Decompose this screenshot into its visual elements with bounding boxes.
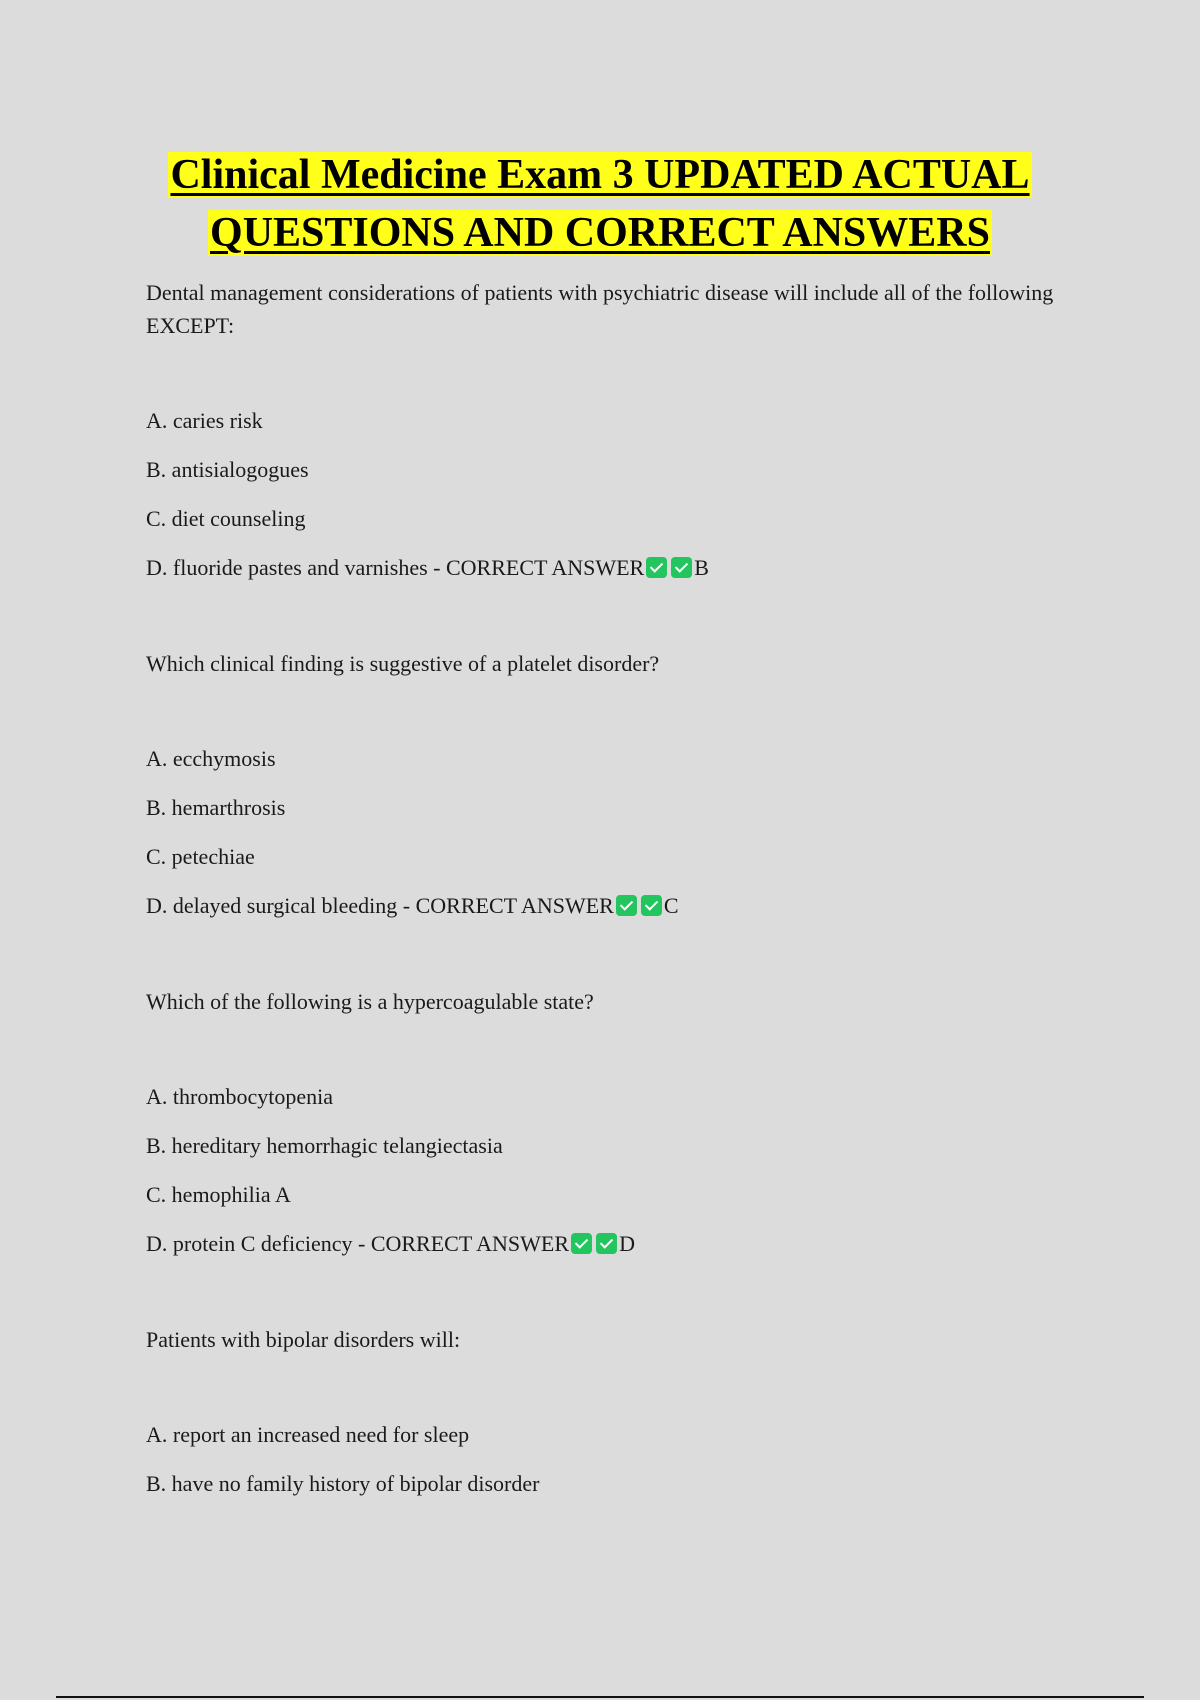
answer-option: B. have no family history of bipolar disorder: [146, 1471, 540, 1496]
answer-option-text: D. protein C deficiency - CORRECT ANSWER: [146, 1231, 570, 1256]
check-mark-icon: [671, 557, 692, 578]
answer-option-text: D. delayed surgical bleeding - CORRECT ANSWER: [146, 893, 614, 918]
check-mark-icon: [646, 557, 667, 578]
answer-option: A. thrombocytopenia: [146, 1084, 333, 1109]
answer-option: C. petechiae: [146, 844, 255, 869]
answer-option: B. hemarthrosis: [146, 795, 286, 820]
title-line-1: Clinical Medicine Exam 3 UPDATED ACTUAL: [170, 152, 1030, 198]
answer-option: C. hemophilia A: [146, 1182, 291, 1207]
question-block: [146, 1323, 1076, 1499]
answer-option: B. antisialogogues: [146, 457, 309, 482]
questions-list: [146, 276, 1076, 1518]
answer-option: A. caries risk: [146, 408, 263, 433]
correct-answer-letter: C: [663, 893, 679, 918]
answer-option: B. hereditary hemorrhagic telangiectasia: [146, 1133, 503, 1158]
answer-option: A. report an increased need for sleep: [146, 1422, 470, 1447]
check-mark-icon: [571, 1233, 592, 1254]
page-bottom-rule: [56, 1696, 1144, 1698]
answer-option: A. ecchymosis: [146, 746, 276, 771]
answer-option: C. diet counseling: [146, 506, 306, 531]
correct-answer-letter: B: [694, 555, 709, 580]
check-mark-icon: [596, 1233, 617, 1254]
question-text: Which of the following is a hypercoagulable state?: [146, 989, 594, 1014]
answer-option-with-key: [146, 1229, 1076, 1259]
answer-option-text: D. fluoride pastes and varnishes - CORRECT ANSWER: [146, 555, 645, 580]
correct-answer-letter: D: [619, 1231, 635, 1256]
question-block: [146, 985, 1076, 1259]
question-block: [146, 276, 1076, 583]
answer-option-with-key: [146, 891, 1076, 921]
question-block: [146, 647, 1076, 921]
answer-option-with-key: [146, 553, 1076, 583]
question-text: Which clinical finding is suggestive of a platelet disorder?: [146, 651, 660, 676]
check-mark-icon: [616, 895, 637, 916]
question-text: Patients with bipolar disorders will:: [146, 1327, 461, 1352]
document-title: [130, 146, 1070, 262]
check-mark-icon: [641, 895, 662, 916]
question-text: Dental management considerations of patients with psychiatric disease will include all of the following EXCEPT:: [146, 280, 1054, 338]
title-line-2: QUESTIONS AND CORRECT ANSWERS: [210, 210, 990, 256]
